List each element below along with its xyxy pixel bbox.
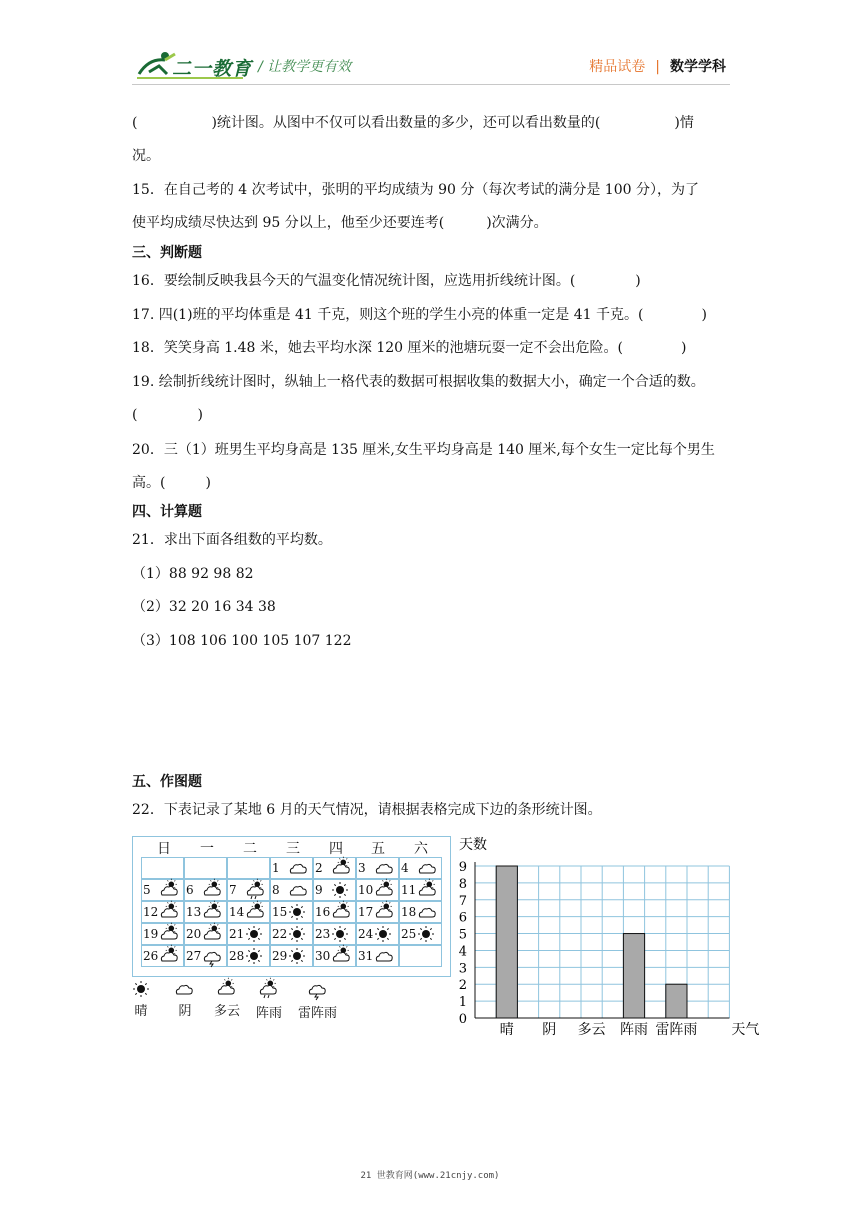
calendar-day-number: 10: [358, 883, 374, 897]
weather-bar-chart: [455, 833, 760, 1043]
q18: [132, 338, 686, 358]
q14-line1: [132, 113, 694, 133]
calendar-cell: [313, 923, 356, 945]
y-tick-label: 2: [458, 978, 467, 994]
y-tick-label: 1: [458, 995, 467, 1011]
legend-item-sunny: [132, 980, 150, 1019]
bar-阵雨: [623, 934, 644, 1018]
q19-line2: [132, 405, 203, 425]
q14-text-end: )情: [674, 115, 694, 131]
y-tick-label: 5: [458, 927, 467, 943]
calendar-cell: [270, 923, 313, 945]
legend-label: 晴: [134, 1004, 148, 1019]
weekday-fri: 五: [371, 841, 385, 857]
calendar-cell: [313, 879, 356, 901]
q16-paren-close: ): [635, 273, 641, 289]
legend-item-shower: [256, 980, 282, 1021]
calendar-day-number: 15: [272, 905, 288, 919]
calendar-cell: [313, 945, 356, 967]
calendar-weekday-row: [133, 837, 450, 857]
calendar-day-number: 31: [358, 949, 374, 963]
calendar-day-number: 13: [186, 905, 202, 919]
q19-line1: 19. 绘制折线统计图时，纵轴上一格代表的数据可根据收集的数据大小，确定一个合适的数。: [132, 374, 705, 390]
calendar-day-number: 7: [229, 883, 237, 897]
calendar-cell: [356, 857, 399, 879]
y-tick-label: 7: [458, 893, 467, 909]
q14-paren-open-1: (: [132, 115, 138, 131]
legend-item-cloudy: [174, 980, 196, 1019]
calendar-day-number: 2: [315, 861, 323, 875]
q21-item-1: （1）88 92 98 82: [132, 566, 254, 582]
calendar-day-number: 22: [272, 927, 288, 941]
weather-legend: [132, 980, 362, 1025]
q15-line1: 15．在自己考的 4 次考试中，张明的平均成绩为 90 分（每次考试的满分是 100 分），为了: [132, 182, 699, 198]
q20-paren-close: ): [205, 475, 211, 491]
calendar-day-number: 25: [401, 927, 417, 941]
q17-paren-close: ): [701, 307, 707, 323]
calendar-cell: [141, 901, 184, 923]
logo-text: 二一教育: [172, 58, 253, 80]
slogan: / 让教学更有效: [258, 59, 352, 75]
header-right: [589, 56, 726, 76]
legend-label: 阴: [178, 1004, 192, 1019]
header-separator: |: [655, 59, 660, 75]
x-axis-label: 天气: [731, 1022, 760, 1038]
calendar-day-number: 17: [358, 905, 374, 919]
q15-line2: [132, 213, 548, 233]
calendar-cell: [270, 879, 313, 901]
calendar-day-number: 9: [315, 883, 323, 897]
calendar-day-number: 5: [143, 883, 151, 897]
calendar-cell: [184, 945, 227, 967]
calendar-cell: [356, 901, 399, 923]
calendar-day-number: 26: [143, 949, 159, 963]
weekday-thu: 四: [329, 841, 343, 857]
q21-item-3: （3）108 106 100 105 107 122: [132, 633, 352, 649]
page-header: [0, 0, 860, 90]
q18-text: 18．笑笑身高 1.48 米，她去平均水深 120 厘米的池塘玩耍一定不会出危险。(: [132, 340, 623, 356]
calendar-grid: [141, 857, 441, 967]
calendar-day-number: 1: [272, 861, 280, 875]
calendar-day-number: 24: [358, 927, 374, 941]
calendar-cell: [184, 901, 227, 923]
header-divider: [132, 84, 730, 85]
calendar-day-number: 28: [229, 949, 245, 963]
q19-paren-close: ): [197, 407, 203, 423]
shower-icon: [256, 980, 282, 1000]
calendar-cell: [141, 923, 184, 945]
q18-paren-close: ): [680, 340, 687, 356]
y-axis-label: 天数: [459, 837, 487, 853]
calendar-cell: [270, 945, 313, 967]
calendar-cell: [227, 901, 270, 923]
thunder-icon: [298, 980, 337, 1000]
q20-text: 高。(: [132, 475, 166, 491]
calendar-cell: [227, 923, 270, 945]
calendar-day-number: 18: [401, 905, 417, 919]
header-label-subject: 数学学科: [670, 59, 726, 75]
calendar-cell: [356, 879, 399, 901]
weekday-mon: 一: [200, 841, 214, 857]
q20-line2: [132, 473, 211, 493]
legend-item-partly: [214, 980, 240, 1019]
calendar-day-number: 29: [272, 949, 288, 963]
calendar-day-number: 16: [315, 905, 331, 919]
q22-stem: 22．下表记录了某地 6 月的天气情况，请根据表格完成下边的条形统计图。: [132, 802, 602, 818]
q15-text-end: )次满分。: [486, 215, 548, 231]
x-tick-label: 阵雨: [620, 1022, 648, 1038]
x-tick-label: 多云: [577, 1022, 606, 1038]
footer-text: 21 世教育网(www.21cnjy.com): [360, 1171, 500, 1181]
section-title-calculation: 四、计算题: [132, 504, 202, 520]
calendar-cell: [227, 857, 270, 879]
partly-icon: [214, 980, 240, 998]
y-tick-label: 6: [458, 910, 467, 926]
bar-晴: [496, 866, 517, 1018]
calendar-day-number: 23: [315, 927, 331, 941]
calendar-day-number: 6: [186, 883, 194, 897]
calendar-day-number: 11: [401, 883, 417, 897]
y-tick-label: 4: [458, 944, 467, 960]
calendar-day-number: 30: [315, 949, 331, 963]
calendar-cell: [184, 879, 227, 901]
q14-text: )统计图。从图中不仅可以看出数量的多少，还可以看出数量的(: [211, 115, 601, 131]
section-title-drawing: 五、作图题: [132, 774, 202, 790]
calendar-cell: [399, 857, 442, 879]
weekday-tue: 二: [243, 841, 257, 857]
bar-雷阵雨: [666, 984, 687, 1018]
calendar-cell: [399, 901, 442, 923]
header-label-premium: 精品试卷: [589, 59, 646, 75]
section-title-judgement: 三、判断题: [132, 245, 202, 261]
legend-label: 多云: [214, 1004, 241, 1019]
weekday-wed: 三: [286, 841, 300, 857]
calendar-cell: [141, 879, 184, 901]
calendar-day-number: 14: [229, 905, 245, 919]
legend-item-thunder: [298, 980, 337, 1021]
calendar-cell: [270, 901, 313, 923]
calendar-cell: [399, 923, 442, 945]
q14-line2: 况。: [132, 148, 160, 164]
q16-text: 16．要绘制反映我县今天的气温变化情况统计图，应选用折线统计图。(: [132, 273, 576, 289]
calendar-day-number: 8: [272, 883, 280, 897]
weather-calendar: [132, 836, 451, 977]
q17: [132, 305, 707, 325]
calendar-day-number: 27: [186, 949, 202, 963]
calendar-day-number: 4: [401, 861, 409, 875]
calendar-cell: [227, 945, 270, 967]
y-tick-label: 8: [458, 876, 467, 892]
calendar-cell: [356, 923, 399, 945]
y-tick-label: 3: [458, 961, 467, 977]
q19-paren-open: (: [132, 407, 138, 423]
calendar-cell: [184, 857, 227, 879]
x-tick-label: 晴: [499, 1022, 514, 1038]
calendar-cell: [184, 923, 227, 945]
calendar-cell: [141, 945, 184, 967]
calendar-cell: [227, 879, 270, 901]
calendar-cell: [270, 857, 313, 879]
calendar-day-number: 19: [143, 927, 159, 941]
q17-text: 17. 四(1)班的平均体重是 41 千克，则这个班的学生小亮的体重一定是 41 千克。(: [132, 307, 644, 323]
sunny-icon: [132, 980, 150, 998]
y-tick-label: 0: [458, 1012, 467, 1027]
y-tick-label: 9: [458, 860, 467, 875]
calendar-day-number: 3: [358, 861, 366, 875]
weekday-sat: 六: [414, 841, 428, 857]
x-tick-label: 雷阵雨: [655, 1022, 698, 1038]
q20-line1: 20．三（1）班男生平均身高是 135 厘米,女生平均身高是 140 厘米,每个女生一定比每个男生: [132, 442, 715, 458]
q16: [132, 271, 641, 291]
x-tick-label: 阴: [542, 1022, 557, 1038]
weekday-sun: 日: [157, 841, 171, 857]
calendar-cell: [141, 857, 184, 879]
calendar-cell: [356, 945, 399, 967]
calendar-cell: [313, 857, 356, 879]
calendar-day-number: 20: [186, 927, 202, 941]
calendar-day-number: 12: [143, 905, 159, 919]
legend-label: 雷阵雨: [298, 1006, 338, 1021]
calendar-day-number: 21: [229, 927, 245, 941]
legend-label: 阵雨: [256, 1006, 283, 1021]
q15-text: 使平均成绩尽快达到 95 分以上，他至少还要连考(: [132, 215, 445, 231]
calendar-cell: [313, 901, 356, 923]
cloudy-icon: [174, 980, 196, 998]
q21-item-2: （2）32 20 16 34 38: [132, 599, 276, 615]
calendar-cell: [399, 879, 442, 901]
calendar-cell: [399, 945, 442, 967]
q21-stem: 21．求出下面各组数的平均数。: [132, 532, 332, 548]
